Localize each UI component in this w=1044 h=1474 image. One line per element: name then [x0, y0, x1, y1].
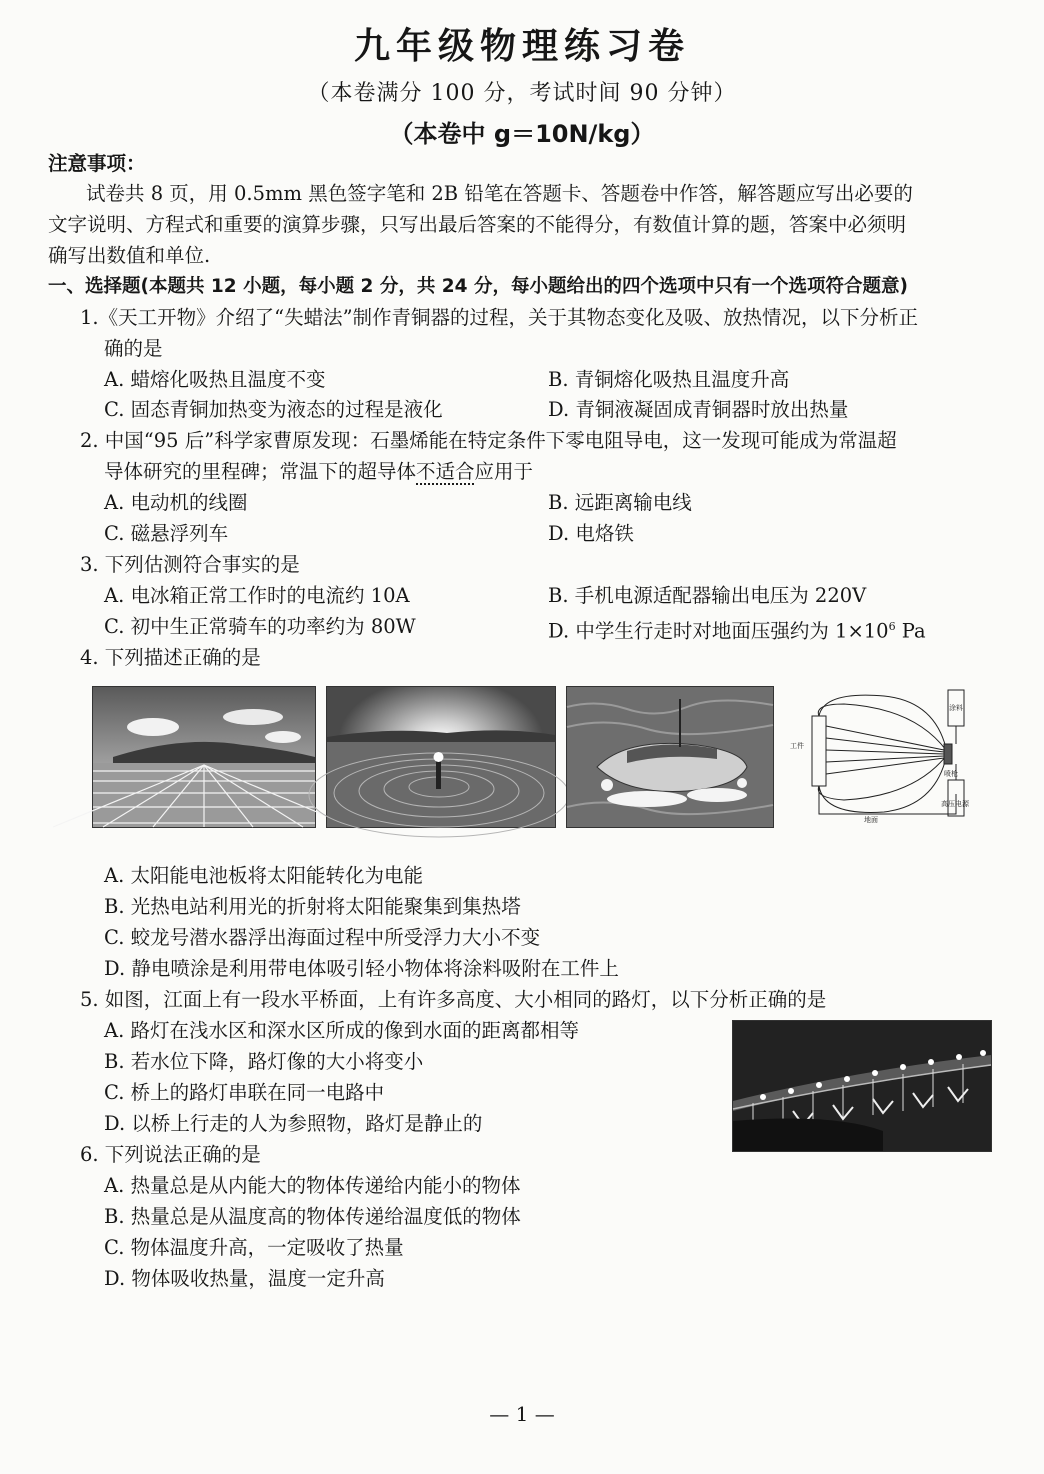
q2-option-c: C. 磁悬浮列车 — [104, 522, 229, 545]
q5-option-c: C. 桥上的路灯串联在同一电路中 — [104, 1081, 385, 1104]
section-heading: 一、选择题(本题共 12 小题，每小题 2 分，共 24 分，每小题给出的四个选项中只有一个选项符合题意) — [48, 276, 908, 297]
bridge-lights-photo — [732, 1020, 992, 1152]
q3-stem: 3. 下列估测符合事实的是 — [80, 553, 300, 576]
q4-option-c: C. 蛟龙号潜水器浮出海面过程中所受浮力大小不变 — [104, 926, 541, 949]
q6-option-b: B. 热量总是从温度高的物体传递给温度低的物体 — [104, 1205, 521, 1228]
workpiece-label: 工件 — [790, 742, 804, 750]
q2-option-b: B. 远距离输电线 — [548, 491, 692, 514]
q1-stem-1: 1.《天工开物》介绍了“失蜡法”制作青铜器的过程，关于其物态变化及吸、放热情况，以下分析正 — [80, 306, 919, 329]
submersible-photo — [566, 686, 774, 828]
q3-option-b: B. 手机电源适配器输出电压为 220V — [548, 584, 867, 607]
q1-option-a: A. 蜡熔化吸热且温度不变 — [104, 368, 326, 391]
q2-option-a: A. 电动机的线圈 — [104, 491, 248, 514]
q3-option-a: A. 电冰箱正常工作时的电流约 10A — [104, 584, 410, 607]
coating-label: 涂料 — [949, 704, 963, 712]
q3-option-c: C. 初中生正常骑车的功率约为 80W — [104, 615, 416, 638]
q6-option-d: D. 物体吸收热量，温度一定升高 — [104, 1267, 385, 1290]
electrostatic-spray-diagram — [784, 686, 969, 826]
q2-stem-1: 2. 中国“95 后”科学家曹原发现：石墨烯能在特定条件下零电阻导电，这一发现可能成为常温超 — [80, 429, 897, 452]
q1-stem-2: 确的是 — [104, 337, 163, 360]
q4-option-b: B. 光热电站利用光的折射将太阳能聚集到集热塔 — [104, 895, 521, 918]
exam-info: （本卷满分 100 分，考试时间 90 分钟） — [307, 81, 737, 106]
page-title: 九年级物理练习卷 — [353, 26, 690, 67]
q4-option-a: A. 太阳能电池板将太阳能转化为电能 — [104, 864, 423, 887]
nozzle-label: 喷枪 — [944, 770, 958, 778]
q4-stem: 4. 下列描述正确的是 — [80, 646, 261, 669]
notice-heading: 注意事项： — [48, 152, 146, 175]
q5-option-a: A. 路灯在浅水区和深水区所成的像到水面的距离都相等 — [104, 1019, 579, 1042]
q3-option-d: D. 中学生行走时对地面压强约为 $1\times 10^6$ Pa — [548, 619, 926, 643]
notice-line-2: 文字说明、方程式和重要的演算步骤，只写出最后答案的不能得分，有数值计算的题，答案中必须明 — [48, 213, 907, 236]
hv-supply-label: 高压电源 — [941, 800, 969, 808]
q2-option-d: D. 电烙铁 — [548, 522, 634, 545]
g-note: （本卷中 g＝10N/kg） — [389, 120, 655, 148]
solar-panel-photo — [92, 686, 316, 828]
q2-emphasis: 不适合 — [416, 460, 475, 483]
notice-line-1: 试卷共 8 页，用 0.5mm 黑色签字笔和 2B 铅笔在答题卡、答题卷中作答，解答题应写出必要的 — [86, 182, 913, 205]
q1-option-c: C. 固态青铜加热变为液态的过程是液化 — [104, 398, 443, 421]
q6-stem: 6. 下列说法正确的是 — [80, 1143, 261, 1166]
q5-stem: 5. 如图，江面上有一段水平桥面，上有许多高度、大小相同的路灯，以下分析正确的是 — [80, 988, 827, 1011]
notice-line-3: 确写出数值和单位. — [48, 244, 211, 267]
q1-option-d: D. 青铜液凝固成青铜器时放出热量 — [548, 398, 849, 421]
q4-option-d: D. 静电喷涂是利用带电体吸引轻小物体将涂料吸附在工件上 — [104, 957, 619, 980]
q6-option-a: A. 热量总是从内能大的物体传递给内能小的物体 — [104, 1174, 521, 1197]
q5-option-b: B. 若水位下降，路灯像的大小将变小 — [104, 1050, 424, 1073]
solar-thermal-plant-photo — [326, 686, 556, 828]
page-number: — 1 — — [489, 1402, 555, 1426]
q2-stem-2: 导体研究的里程碑；常温下的超导体不适合应用于 — [104, 460, 534, 483]
q6-option-c: C. 物体温度升高，一定吸收了热量 — [104, 1236, 404, 1259]
ground-label: 地面 — [864, 816, 878, 824]
q1-option-b: B. 青铜熔化吸热且温度升高 — [548, 368, 790, 391]
q5-option-d: D. 以桥上行走的人为参照物，路灯是静止的 — [104, 1112, 483, 1135]
